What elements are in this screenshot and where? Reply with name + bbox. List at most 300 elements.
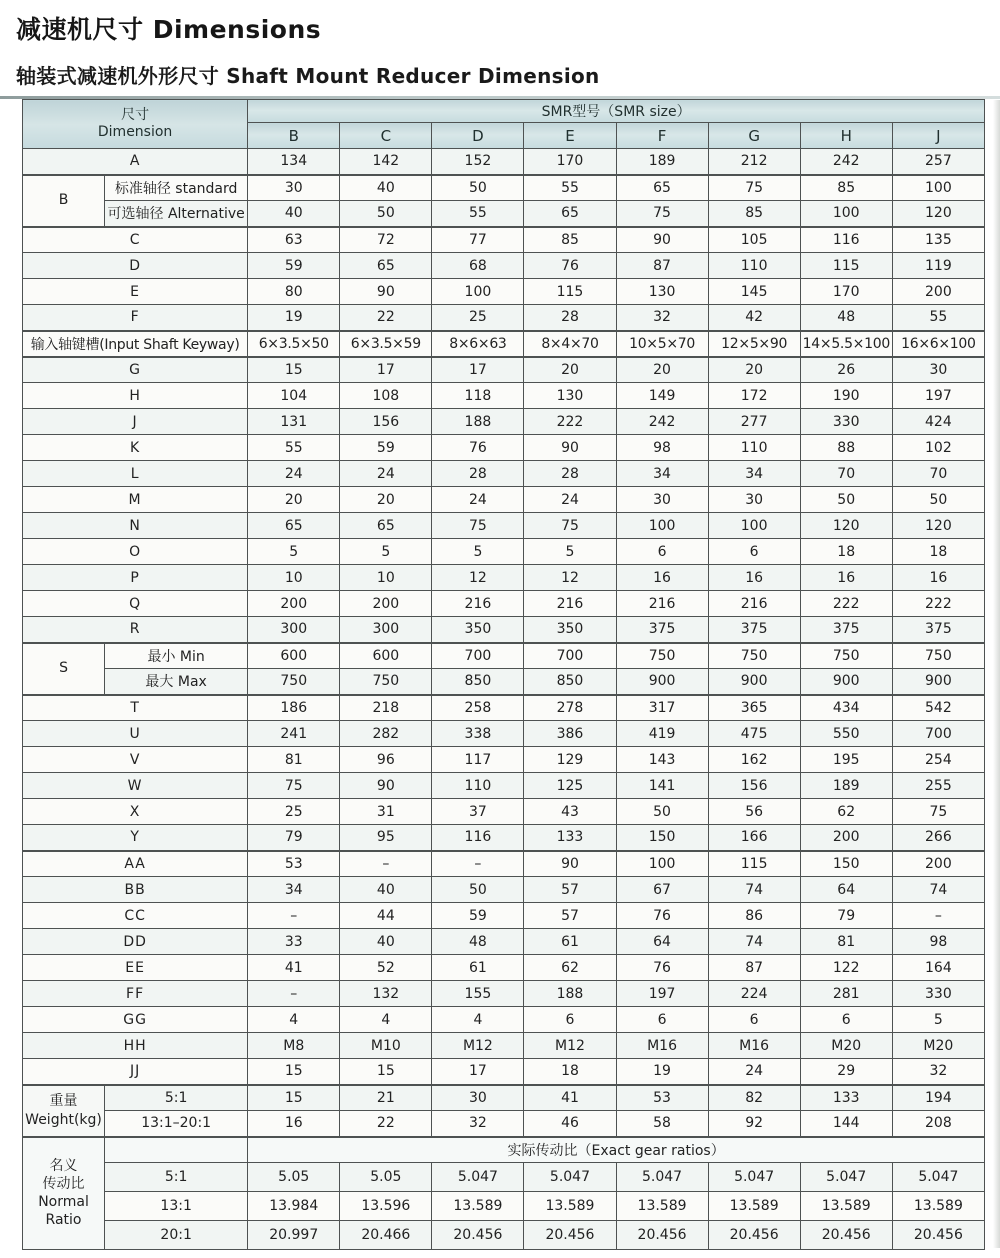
empty-cell [105, 1137, 248, 1163]
table-cell: 50 [340, 201, 432, 227]
table-cell: 242 [800, 149, 892, 175]
table-cell: 100 [892, 175, 984, 201]
table-cell: 5.05 [340, 1163, 432, 1192]
table-row [23, 773, 985, 799]
table-cell: 80 [248, 279, 340, 305]
table-cell: 170 [800, 279, 892, 305]
page-title: 减速机尺寸 Dimensions [16, 15, 322, 44]
table-cell: 190 [800, 383, 892, 409]
row-label: N [23, 513, 248, 539]
table-cell: 64 [800, 877, 892, 903]
table-cell: 142 [340, 149, 432, 175]
table-cell: 48 [432, 929, 524, 955]
table-cell: 542 [892, 695, 984, 721]
table-cell: 75 [524, 513, 616, 539]
table-cell: 92 [708, 1111, 800, 1137]
table-cell: 88 [800, 435, 892, 461]
table-cell: 8×6×63 [432, 331, 524, 357]
row-label: L [23, 461, 248, 487]
table-cell: 61 [432, 955, 524, 981]
table-cell: M12 [432, 1033, 524, 1059]
row-sublabel: 13:1–20:1 [105, 1111, 248, 1137]
group-label-line: 重量 [49, 1093, 78, 1110]
table-cell: 419 [616, 721, 708, 747]
table-cell: 55 [248, 435, 340, 461]
table-cell: 338 [432, 721, 524, 747]
table-cell: 100 [616, 851, 708, 877]
table-cell: 20 [524, 357, 616, 383]
table-cell: 197 [616, 981, 708, 1007]
table-cell: 61 [524, 929, 616, 955]
table-cell: 218 [340, 695, 432, 721]
table-cell: 13.589 [708, 1192, 800, 1221]
table-cell: 52 [340, 955, 432, 981]
table-cell: 20.997 [248, 1221, 340, 1250]
table-cell: 13.984 [248, 1192, 340, 1221]
table-cell: 108 [340, 383, 432, 409]
group-label-line: Normal [38, 1194, 89, 1211]
table-cell: 5.047 [432, 1163, 524, 1192]
table-cell: 63 [248, 227, 340, 253]
table-cell: 25 [432, 305, 524, 331]
table-cell: 131 [248, 409, 340, 435]
row-label: V [23, 747, 248, 773]
table-cell: 195 [800, 747, 892, 773]
table-cell: 24 [248, 461, 340, 487]
table-cell: 119 [892, 253, 984, 279]
table-cell: 6 [708, 539, 800, 565]
row-label: R [23, 617, 248, 643]
table-row [23, 721, 985, 747]
table-cell: 20.456 [616, 1221, 708, 1250]
row-label: D [23, 253, 248, 279]
table-row [23, 253, 985, 279]
group-label [23, 175, 105, 227]
table-cell: 98 [892, 929, 984, 955]
table-cell: 224 [708, 981, 800, 1007]
table-cell: 18 [524, 1059, 616, 1085]
table-cell: 222 [892, 591, 984, 617]
table-cell: 222 [800, 591, 892, 617]
table-row [23, 825, 985, 851]
table-cell: 53 [616, 1085, 708, 1111]
table-cell: 20 [340, 487, 432, 513]
row-label: HH [23, 1033, 248, 1059]
table-cell: 79 [800, 903, 892, 929]
table-row [23, 1007, 985, 1033]
table-row [23, 1221, 985, 1250]
table-cell: 155 [432, 981, 524, 1007]
table-cell: 26 [800, 357, 892, 383]
table-cell: 170 [524, 149, 616, 175]
table-cell: 20.466 [340, 1221, 432, 1250]
table-cell: 5.047 [708, 1163, 800, 1192]
row-label: E [23, 279, 248, 305]
table-cell: 90 [340, 279, 432, 305]
group-label-line: 名义 [49, 1157, 78, 1174]
table-cell: 79 [248, 825, 340, 851]
table-cell: 188 [524, 981, 616, 1007]
row-label: Q [23, 591, 248, 617]
table-cell: 76 [616, 955, 708, 981]
table-cell: 13.589 [892, 1192, 984, 1221]
table-cell: 30 [432, 1085, 524, 1111]
row-label: AA [23, 851, 248, 877]
table-cell: 81 [248, 747, 340, 773]
table-cell: 172 [708, 383, 800, 409]
table-row [23, 747, 985, 773]
table-cell: 20.456 [524, 1221, 616, 1250]
table-cell: 32 [432, 1111, 524, 1137]
table-cell: 30 [616, 487, 708, 513]
table-cell: 750 [708, 643, 800, 669]
table-cell: 330 [800, 409, 892, 435]
row-label: M [23, 487, 248, 513]
table-cell: 57 [524, 877, 616, 903]
table-cell: 150 [616, 825, 708, 851]
table-cell: 13.596 [340, 1192, 432, 1221]
group-label-line: S [59, 660, 68, 677]
table-cell: 4 [432, 1007, 524, 1033]
row-sublabel: 可选轴径 Alternative [105, 201, 248, 227]
table-cell: 200 [800, 825, 892, 851]
table-cell: 156 [708, 773, 800, 799]
table-cell: 350 [432, 617, 524, 643]
table-row [23, 201, 985, 227]
table-cell: 278 [524, 695, 616, 721]
row-sublabel: 5:1 [105, 1163, 248, 1192]
table-cell: 115 [800, 253, 892, 279]
row-label: K [23, 435, 248, 461]
table-cell: 143 [616, 747, 708, 773]
table-cell: 16 [892, 565, 984, 591]
table-row [23, 331, 985, 357]
table-cell: 20.456 [708, 1221, 800, 1250]
corner-line1: 尺寸 [121, 106, 150, 123]
table-cell: 74 [892, 877, 984, 903]
table-cell: 70 [892, 461, 984, 487]
table-cell: 317 [616, 695, 708, 721]
table-cell: 242 [616, 409, 708, 435]
group-label-line: B [58, 192, 69, 209]
table-cell: 100 [800, 201, 892, 227]
table-cell: 6×3.5×50 [248, 331, 340, 357]
table-cell: 55 [524, 175, 616, 201]
table-cell: 118 [432, 383, 524, 409]
group-label-line: 传动比 [42, 1176, 85, 1193]
table-cell: 18 [892, 539, 984, 565]
table-cell: 13.589 [432, 1192, 524, 1221]
table-cell: 900 [616, 669, 708, 695]
table-row [23, 565, 985, 591]
table-cell: 29 [800, 1059, 892, 1085]
table-row [23, 383, 985, 409]
table-cell: 10 [248, 565, 340, 591]
table-cell: 16×6×100 [892, 331, 984, 357]
table-cell: M8 [248, 1033, 340, 1059]
table-cell: 110 [708, 435, 800, 461]
table-cell: 85 [800, 175, 892, 201]
table-cell: 122 [800, 955, 892, 981]
table-cell: 16 [800, 565, 892, 591]
table-cell: 72 [340, 227, 432, 253]
table-cell: 300 [248, 617, 340, 643]
table-cell: 74 [708, 929, 800, 955]
table-cell: 5.047 [892, 1163, 984, 1192]
table-cell: 16 [616, 565, 708, 591]
table-cell: 700 [892, 721, 984, 747]
table-cell: 34 [708, 461, 800, 487]
table-row [23, 409, 985, 435]
table-cell: 189 [616, 149, 708, 175]
table-cell: 375 [616, 617, 708, 643]
table-cell: 44 [340, 903, 432, 929]
table-row [23, 305, 985, 331]
table-cell: 43 [524, 799, 616, 825]
table-cell: 330 [892, 981, 984, 1007]
table-body [23, 149, 985, 1250]
table-cell: 216 [616, 591, 708, 617]
table-cell: 216 [708, 591, 800, 617]
table-cell: 85 [708, 201, 800, 227]
table-cell: 162 [708, 747, 800, 773]
table-row [23, 1111, 985, 1137]
table-cell: 130 [616, 279, 708, 305]
row-label: F [23, 305, 248, 331]
table-cell: 5 [432, 539, 524, 565]
table-cell: 55 [892, 305, 984, 331]
table-cell: 41 [524, 1085, 616, 1111]
table-cell: – [432, 851, 524, 877]
table-cell: 50 [432, 877, 524, 903]
table-cell: 133 [524, 825, 616, 851]
table-row [23, 487, 985, 513]
table-cell: 16 [248, 1111, 340, 1137]
table-cell: 22 [340, 1111, 432, 1137]
table-row [23, 669, 985, 695]
table-cell: 5 [524, 539, 616, 565]
row-label: 输入轴键槽(Input Shaft Keyway) [23, 331, 248, 357]
table-cell: 120 [800, 513, 892, 539]
table-cell: – [248, 903, 340, 929]
table-row [23, 461, 985, 487]
table-cell: 12 [524, 565, 616, 591]
table-cell: 87 [616, 253, 708, 279]
table-cell: 4 [248, 1007, 340, 1033]
table-cell: 59 [248, 253, 340, 279]
table-cell: 68 [432, 253, 524, 279]
table-row [23, 981, 985, 1007]
table-row [23, 799, 985, 825]
row-sublabel: 最大 Max [105, 669, 248, 695]
table-cell: 77 [432, 227, 524, 253]
table-cell: 130 [524, 383, 616, 409]
group-label [23, 1085, 105, 1137]
group-label-line: Ratio [45, 1212, 82, 1229]
table-cell: 5 [340, 539, 432, 565]
table-cell: 134 [248, 149, 340, 175]
header-row-group [23, 100, 985, 123]
table-cell: 70 [800, 461, 892, 487]
table-cell: 55 [432, 201, 524, 227]
table-row [23, 1192, 985, 1221]
table-cell: 216 [432, 591, 524, 617]
table-cell: 164 [892, 955, 984, 981]
table-cell: 20 [616, 357, 708, 383]
table-cell: 900 [800, 669, 892, 695]
column-header: J [892, 123, 984, 149]
table-row [23, 1137, 985, 1163]
table-cell: 365 [708, 695, 800, 721]
table-row [23, 617, 985, 643]
table-cell: 116 [800, 227, 892, 253]
table-cell: 13.589 [616, 1192, 708, 1221]
table-cell: 115 [524, 279, 616, 305]
table-cell: 15 [340, 1059, 432, 1085]
table-cell: 188 [432, 409, 524, 435]
table-cell: 104 [248, 383, 340, 409]
table-cell: 24 [340, 461, 432, 487]
table-cell: 17 [432, 357, 524, 383]
row-label: GG [23, 1007, 248, 1033]
table-cell: 81 [800, 929, 892, 955]
table-cell: 22 [340, 305, 432, 331]
table-cell: 6 [524, 1007, 616, 1033]
column-header: H [800, 123, 892, 149]
table-cell: 116 [432, 825, 524, 851]
table-cell: 255 [892, 773, 984, 799]
table-row [23, 929, 985, 955]
table-cell: 257 [892, 149, 984, 175]
table-cell: 86 [708, 903, 800, 929]
table-cell: 24 [524, 487, 616, 513]
table-cell: 4 [340, 1007, 432, 1033]
row-label: T [23, 695, 248, 721]
group-label [23, 1137, 105, 1250]
table-cell: M16 [708, 1033, 800, 1059]
row-label: G [23, 357, 248, 383]
table-cell: 50 [800, 487, 892, 513]
table-cell: 53 [248, 851, 340, 877]
table-cell: 40 [340, 877, 432, 903]
row-label: X [23, 799, 248, 825]
column-header: B [248, 123, 340, 149]
table-row [23, 539, 985, 565]
table-cell: 750 [892, 643, 984, 669]
table-cell: 281 [800, 981, 892, 1007]
row-label: JJ [23, 1059, 248, 1085]
table-cell: 59 [340, 435, 432, 461]
table-cell: – [340, 851, 432, 877]
table-cell: 5.047 [800, 1163, 892, 1192]
table-cell: 74 [708, 877, 800, 903]
row-sublabel: 标准轴径 standard [105, 175, 248, 201]
page-subtitle: 轴装式减速机外形尺寸 Shaft Mount Reducer Dimension [16, 64, 600, 88]
table-cell: 145 [708, 279, 800, 305]
table-cell: 102 [892, 435, 984, 461]
table-cell: 34 [616, 461, 708, 487]
row-label: C [23, 227, 248, 253]
table-cell: 241 [248, 721, 340, 747]
table-cell: 90 [616, 227, 708, 253]
table-row [23, 851, 985, 877]
table-cell: – [248, 981, 340, 1007]
table-cell: 282 [340, 721, 432, 747]
table-cell: 10 [340, 565, 432, 591]
table-cell: 62 [524, 955, 616, 981]
table-cell: 5 [892, 1007, 984, 1033]
table-cell: 105 [708, 227, 800, 253]
table-cell: 16 [708, 565, 800, 591]
column-header: G [708, 123, 800, 149]
table-cell: 850 [524, 669, 616, 695]
table-cell: 200 [248, 591, 340, 617]
table-cell: 37 [432, 799, 524, 825]
table-cell: 300 [340, 617, 432, 643]
table-cell: 222 [524, 409, 616, 435]
exact-ratios-header: 实际传动比（Exact gear ratios） [248, 1137, 985, 1163]
table-cell: 19 [248, 305, 340, 331]
table-cell: M10 [340, 1033, 432, 1059]
row-label: H [23, 383, 248, 409]
table-cell: 189 [800, 773, 892, 799]
table-cell: 14×5.5×100 [800, 331, 892, 357]
row-label: CC [23, 903, 248, 929]
table-cell: 85 [524, 227, 616, 253]
table-cell: 750 [248, 669, 340, 695]
table-cell: 5 [248, 539, 340, 565]
row-label: DD [23, 929, 248, 955]
table-cell: 32 [892, 1059, 984, 1085]
table-cell: 75 [616, 201, 708, 227]
table-row [23, 175, 985, 201]
table-cell: 550 [800, 721, 892, 747]
table-cell: 386 [524, 721, 616, 747]
table-cell: 33 [248, 929, 340, 955]
table-cell: 64 [616, 929, 708, 955]
table-cell: 15 [248, 1085, 340, 1111]
table-row [23, 1059, 985, 1085]
table-cell: 141 [616, 773, 708, 799]
table-cell: 67 [616, 877, 708, 903]
table-cell: 132 [340, 981, 432, 1007]
table-cell: 277 [708, 409, 800, 435]
table-cell: 197 [892, 383, 984, 409]
table-cell: 129 [524, 747, 616, 773]
table-cell: 56 [708, 799, 800, 825]
table-cell: 6 [800, 1007, 892, 1033]
table-cell: 750 [800, 643, 892, 669]
table-cell: 110 [708, 253, 800, 279]
table-cell: 57 [524, 903, 616, 929]
table-cell: 600 [248, 643, 340, 669]
table-cell: – [892, 903, 984, 929]
table-cell: 125 [524, 773, 616, 799]
column-header: C [340, 123, 432, 149]
table-cell: 120 [892, 513, 984, 539]
table-cell: 144 [800, 1111, 892, 1137]
table-cell: 100 [708, 513, 800, 539]
table-row [23, 1033, 985, 1059]
table-cell: 62 [800, 799, 892, 825]
table-row [23, 149, 985, 175]
table-cell: 76 [432, 435, 524, 461]
table-cell: 75 [708, 175, 800, 201]
table-cell: 48 [800, 305, 892, 331]
table-cell: 21 [340, 1085, 432, 1111]
table-cell: 30 [708, 487, 800, 513]
table-cell: 200 [892, 851, 984, 877]
